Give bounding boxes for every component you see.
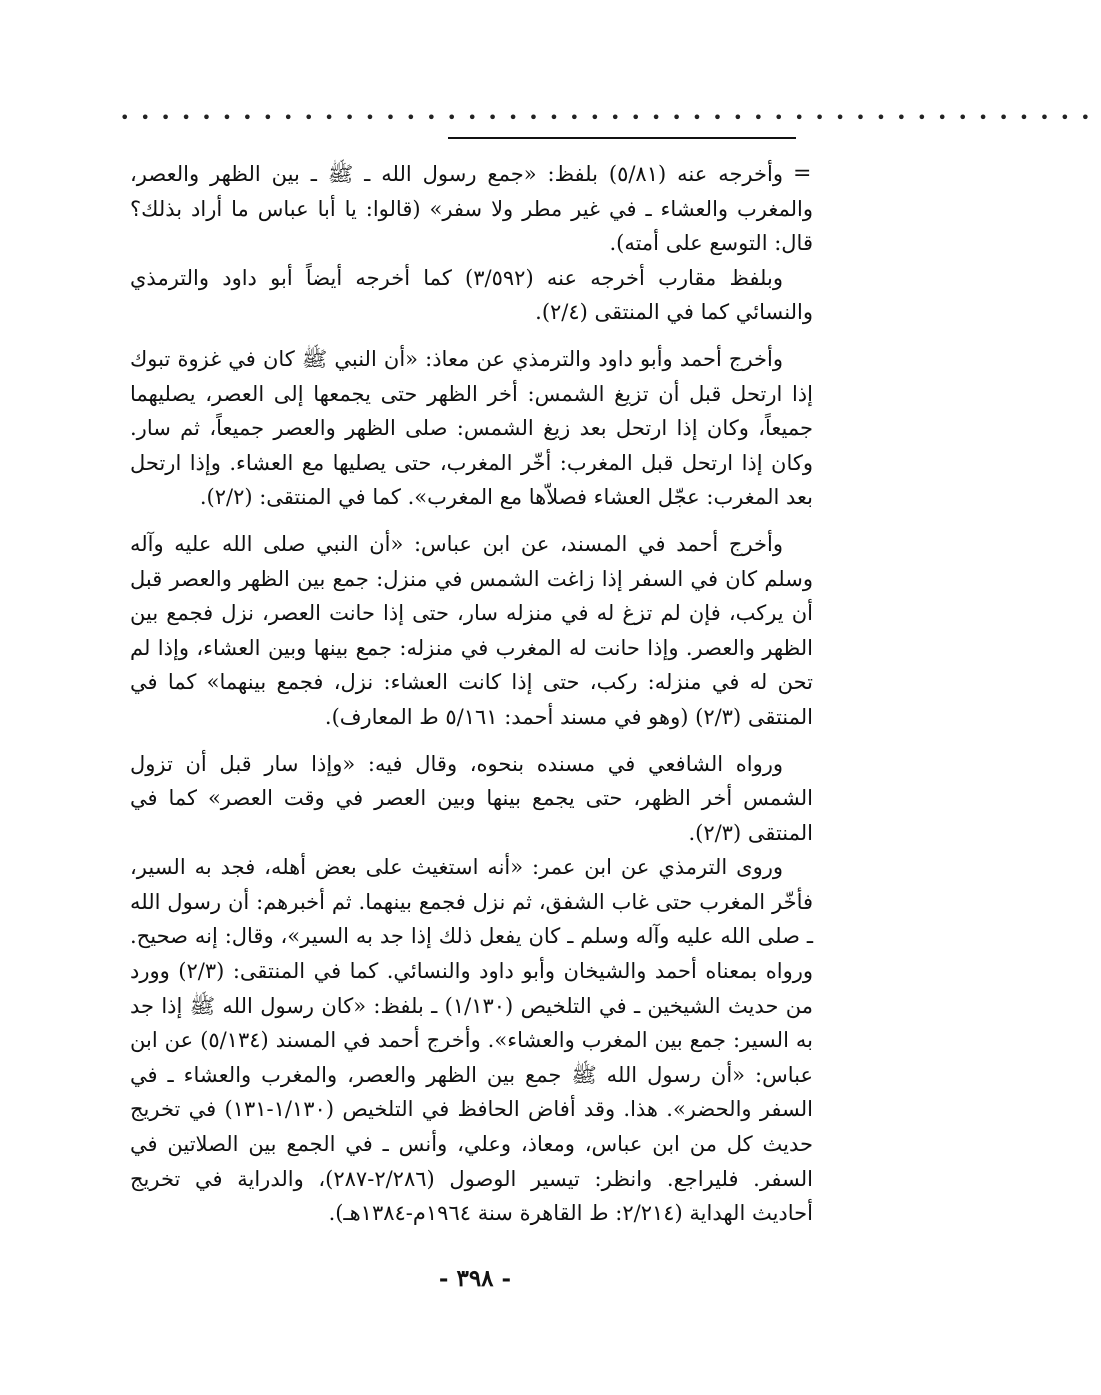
footnote-paragraph: وأخرج أحمد في المسند، عن ابن عباس: «أن النبي صلى الله عليه وآله وسلم كان في السفر إذا زاغت الشمس في منزل: جمع بين الظهر والعصر قبل أن يركب، فإن لم تزغ له في منزله سار، حتى إذا حانت العصر، نزل فجمع بين الظهر والعصر. وإذا حانت له المغرب في منزله: جمع بينها وبين العشاء، وإذا لم تحن له في منزله: ركب، حتى إذا كانت العشاء: نزل، فجمع بينهما» كما في المنتقى (٢/٣) (وهو في مسند أحمد: ٥/١٦١ ط المعارف). bbox=[130, 531, 813, 729]
footnote-body bbox=[130, 157, 813, 1231]
footnote-paragraph: وروى الترمذي عن ابن عمر: «أنه استغيث على بعض أهله، فجد به السير، فأخّر المغرب حتى غاب الشفق، ثم نزل فجمع بينهما. ثم أخبرهم: أن رسول الله ـ صلى الله عليه وآله وسلم ـ كان يفعل ذلك إذا جد به السير»، وقال: إنه صحيح. ورواه بمعناه أحمد والشيخان وأبو داود والنسائي. كما في المنتقى: (٢/٣) وورد من حديث الشيخين ـ في التلخيص (١/١٣٠) ـ بلفظ: «كان رسول الله ﷺ إذا جد به السير: جمع بين المغرب والعشاء». وأخرج أحمد في المسند (٥/١٣٤) عن ابن عباس: «أن رسول الله ﷺ جمع بين الظهر والعصر، والمغرب والعشاء ـ في السفر والحضر». هذا. وقد أفاض الحافظ في التلخيص (١/١٣٠-١٣١) في تخريج حديث كل من ابن عباس، ومعاذ، وعلي، وأنس ـ في الجمع بين الصلاتين في السفر. فليراجع. وانظر: تيسير الوصول (٢/٢٨٦-٢٨٧)، والدراية في تخريج أحاديث الهداية (٢/٢١٤: ط القاهرة سنة ١٩٦٤م-١٣٨٤هـ). bbox=[130, 855, 813, 1226]
footnote-rule bbox=[448, 137, 796, 139]
footnote-paragraph: وأخرجه عنه (٥/٨١) بلفظ: «جمع رسول الله ـ ﷺ ـ بين الظهر والعصر، والمغرب والعشاء ـ في غير مطر ولا سفر» (قالوا: يا أبا عباس ما أراد بذلك؟ قال: التوسع على أمته). bbox=[130, 162, 813, 256]
footnote-paragraph: وبلفظ مقارب أخرجه عنه (٣/٥٩٢) كما أخرجه أيضاً أبو داود والترمذي والنسائي كما في المنتقى (٢/٤). bbox=[130, 265, 813, 325]
page-number: - ٣٩٨ - bbox=[438, 1265, 512, 1292]
footnote-paragraph: ورواه الشافعي في مسنده بنحوه، وقال فيه: «وإذا سار قبل أن تزول الشمس أخر الظهر، حتى يجمع بينها وبين العصر في وقت العصر» كما في المنتقى (٢/٣). bbox=[130, 751, 813, 845]
dotted-separator: •••••••••••••••••••••••••••••••••••••••••••••••• bbox=[120, 108, 1101, 127]
footnote-paragraph: وأخرج أحمد وأبو داود والترمذي عن معاذ: «أن النبي ﷺ كان في غزوة تبوك إذا ارتحل قبل أن تزيغ الشمس: أخر الظهر حتى يجمعها إلى العصر، يصليهما جميعاً، وكان إذا ارتحل بعد زيغ الشمس: صلى الظهر والعصر جميعاً، ثم سار. وكان إذا ارتحل قبل المغرب: أخّر المغرب، حتى يصليها مع العشاء. وإذا ارتحل بعد المغرب: عجّل العشاء فصلاّها مع المغرب». كما في المنتقى: (٢/٢). bbox=[130, 346, 813, 510]
continuation-mark: = bbox=[793, 161, 812, 186]
